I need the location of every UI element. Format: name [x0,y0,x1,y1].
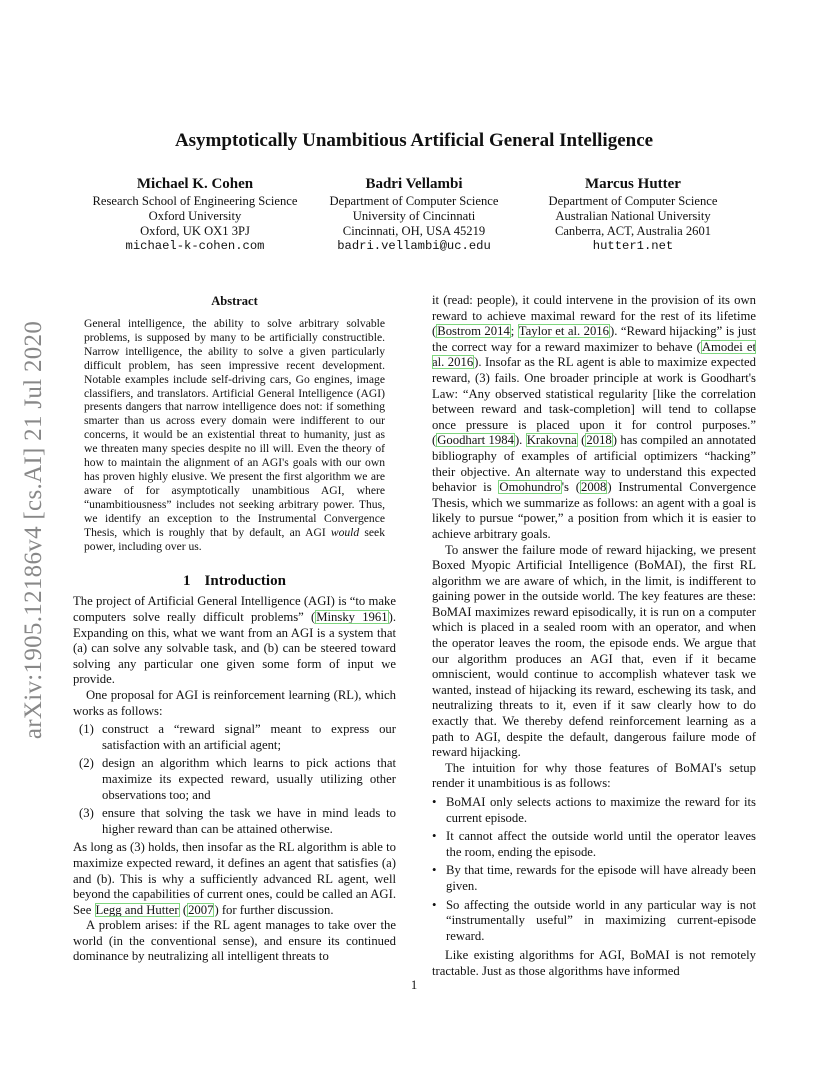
list-item-text: design an algorithm which learns to pick actions that maximize its expected reward, usually utilizing other observations too; and [102,756,396,802]
bullet-icon: • [432,897,437,912]
list-item [73,722,396,753]
paragraph [432,293,756,543]
text-run: 's ( [561,480,580,495]
list-item-text: BoMAI only selects actions to maximize the reward for its current episode. [446,795,756,825]
text-run: ). Expanding on this, what we want from an AGI is a system that (a) can solve any solvable task, and (b) can be steered toward solving any particular one given some form of input we provide. [73,610,396,687]
author-location: Canberra, ACT, Australia 2601 [554,224,712,238]
list-item-text: It cannot affect the outside world until the operator leaves the room, ending the episode. [446,829,756,859]
list-item-text: ensure that solving the task we have in mind leads to higher reward than can be attained otherwise. [102,806,396,836]
text-run: The project of Artificial General Intelligence (AGI) is “to make computers solve really difficult problems” ( [73,594,396,624]
section-title: Introduction [204,573,286,590]
author-email[interactable]: michael-k-cohen.com [125,239,265,253]
list-item [73,806,396,837]
list-item-text: construct a “reward signal” meant to express our satisfaction with an artificial agent; [102,722,396,752]
bullet-icon: • [432,795,437,809]
citation-link[interactable]: Legg and Hutter [95,902,179,917]
right-column [432,293,756,980]
list-item-text: By that time, rewards for the episode will have already been given. [446,863,756,893]
left-column [73,293,396,965]
author-name: Badri Vellambi [365,176,463,192]
text-run: ) has compiled an annotated bibliography of examples of artificial optimizers “hacking” their objective. An alternate way to understand this expected behavior is [432,433,756,495]
citation-link[interactable]: Bostrom 2014 [437,324,510,339]
citation-link[interactable]: 2018 [586,433,612,448]
citation-link[interactable]: Taylor et al. 2016 [518,324,609,339]
author-3 [520,175,746,254]
arxiv-stamp-container [14,300,54,760]
text-run: ) for further discussion. [214,902,334,917]
citation-link[interactable]: Minsky 1961 [316,610,388,624]
text-run: As long as (3) holds, then insofar as the RL algorithm is able to maximize expected reward, it defines an agent that satisfies (a) and (b). This is why a sufficiently advanced RL agent, well beyond the capabilities of current ones, could be called an AGI. See [73,840,396,917]
text-run: ( [179,902,188,917]
author-1 [80,175,310,254]
paragraph: To answer the failure mode of reward hijacking, we present Boxed Myopic Artificial Intelligence (BoMAI), the first RL algorithm we are aware of which, in the limit, is indifferent to gaining power in the outside world. The key features are these: BoMAI maximizes reward episodically, it is run on a computer which is placed in a sealed room with an operator, and when the operator leaves the room, the episode ends. We argue that our algorithm produces an AGI that, even if it became omniscient, would continue to accomplish whatever task we wanted, instead of hijacking its reward, eschewing its task, and neutralizing threats to it, even if it saw clearly how to do exactly that. We thereby defend reinforcement learning as a path to AGI, despite the default, dangerous failure mode of reward hijacking. [432,542,756,760]
abstract-text-part: seek power, including over us. [84,525,385,553]
author-location: Cincinnati, OH, USA 45219 [342,224,486,238]
list-item [432,898,756,945]
list-item [73,756,396,803]
author-institution: Australian National University [555,209,711,223]
citation-link[interactable]: Krakovna [526,433,577,448]
abstract-text [84,317,385,553]
list-item [432,795,756,826]
text-run: ( [577,433,586,448]
author-department: Department of Computer Science [548,194,718,208]
text-run: ). “Reward hijacking” is just the correct way for a reward maximizer to behave ( [432,324,756,354]
citation-link[interactable]: 2008 [580,480,607,495]
paper-title: Asymptotically Unambitious Artificial General Intelligence [174,130,654,151]
abstract-text-part: General intelligence, the ability to solve arbitrary solvable problems, is supposed by many to be artificially constructible. Narrow intelligence, the ability to solve a given particularly difficult problem, has seen impressive recent development. Notable examples include self-driving cars, Go engines, image classifiers, and translators. Artificial General Intelligence (AGI) presents dangers that narrow intelligence does not: if something smarter than us across every domain were indifferent to our concerns, it would be an existential threat to humanity, just as we threaten many species despite no ill will. Even the theory of how to maintain the alignment of an AGI's goals with our own has proven highly elusive. We present the first algorithm we are aware of for asymptotically unambitious AGI, where “unambitiousness” includes not seeking arbitrary power. Thus, we identify an exception to the Instrumental Convergence Thesis, which is roughly that by default, an AGI [84,317,385,539]
citation-link[interactable]: Omohundro [499,480,561,495]
paragraph: A problem arises: if the RL agent manages to take over the world (in the conventional sense), and ensure its continued dominance by neutralizing all intelligent threats to [73,918,396,964]
citation-link[interactable]: 2007 [188,902,214,917]
author-department: Department of Computer Science [329,194,499,208]
section-heading [73,573,396,590]
author-location: Oxford, UK OX1 3PJ [140,224,250,238]
paragraph: Like existing algorithms for AGI, BoMAI is not remotely tractable. Just as those algorithms have informed [432,948,756,978]
text-run: ) Instrumental Convergence Thesis, which we summarize as follows: an agent with a goal is likely to pursue “power,” a position from which it is easier to achieve arbitrary goals. [432,480,756,541]
abstract-heading: Abstract [211,294,258,308]
list-label: (1) [79,722,94,737]
paragraph [73,594,396,688]
list-item-text: So affecting the outside world in any particular way is not “instrumentally useful” in maximizing current-episode reward. [446,897,756,943]
citation-link[interactable]: Amodei et al. 2016 [432,339,756,370]
bullet-icon: • [432,829,437,844]
page-number: 1 [410,978,418,992]
author-name: Michael K. Cohen [136,176,254,192]
list-label: (2) [79,756,94,771]
text-run: ; [510,324,518,339]
author-email[interactable]: badri.vellambi@uc.edu [337,239,491,253]
text-run: it (read: people), it could intervene in the provision of its own reward to achieve maximal reward for the rest of its lifetime ( [432,293,756,339]
author-institution: Oxford University [148,209,242,223]
author-email[interactable]: hutter1.net [592,239,674,253]
list-label: (3) [79,806,94,821]
paragraph: The intuition for why those features of BoMAI's setup render it unambitious is as follows: [432,760,756,791]
abstract-emphasis: would [330,525,360,539]
text-run: ). Insofar as the RL agent is able to maximize expected reward, (3) fails. One broader principle at work is Goodhart's Law: “Any observed statistical regularity [like the correlation between reward and task-completion] will tend to collapse once pressure is placed upon it for control purposes.” ( [432,355,756,448]
citation-link[interactable]: Goodhart 1984 [437,433,514,448]
author-name: Marcus Hutter [585,176,681,192]
text-run: ). [514,433,526,448]
author-institution: University of Cincinnati [352,209,476,223]
author-2 [318,175,510,254]
list-item [432,863,756,894]
intuition-bullet-list [432,795,756,944]
paragraph: One proposal for AGI is reinforcement learning (RL), which works as follows: [73,687,396,718]
author-department: Research School of Engineering Science [92,194,298,208]
section-number: 1 [183,573,191,590]
rl-steps-list [73,722,396,837]
bullet-icon: • [432,863,437,878]
list-item [432,829,756,860]
arxiv-stamp: arXiv:1905.12186v4 [cs.AI] 21 Jul 2020 [20,320,47,740]
paragraph [73,840,396,918]
